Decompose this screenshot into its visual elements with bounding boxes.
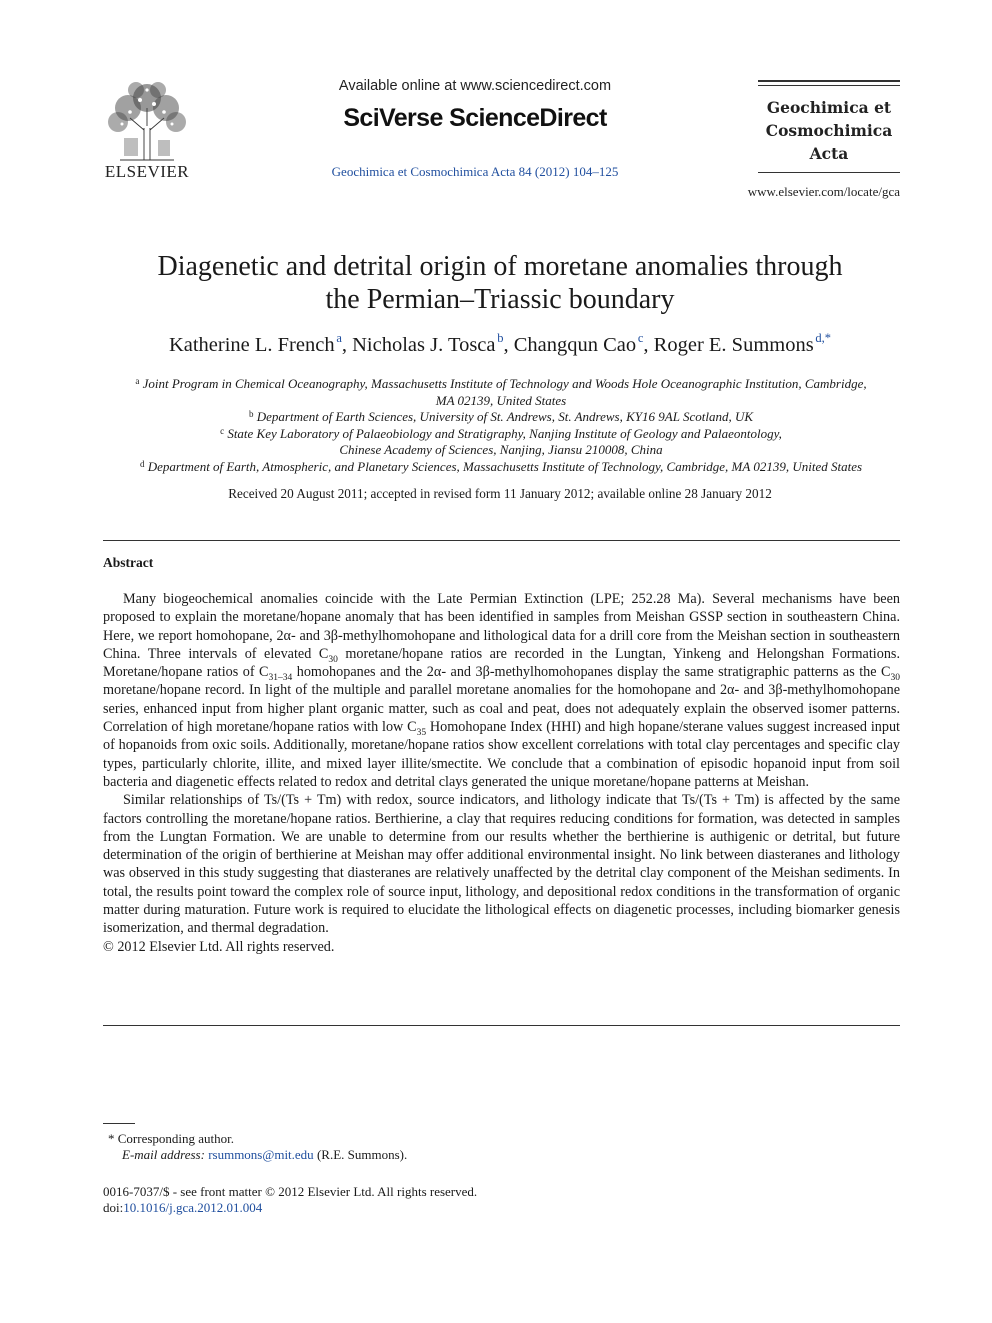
journal-reference-link[interactable]: Geochimica et Cosmochimica Acta 84 (2012) 104–125 (331, 164, 619, 179)
abstract-rule-bottom (103, 1025, 900, 1026)
subscript: 30 (328, 654, 338, 665)
abstract-text: moretane/hopane ratios are recorded in the Lungtan, Yinkeng and Helongshan Formations. Moretane/hopane ratios of C (103, 645, 900, 681)
abstract-text: moretane/hopane record. In light of the multiple and parallel moretane anomalies for the homohopane and 2α- and 3β-methylhomohopane series, enhanced input from higher plant organic matter, such as coal and peat, does not adequately explain the observed isomer patterns. Correlation of high moretane/hopane ratios with low C (103, 682, 900, 736)
journal-title-line: Acta (809, 144, 849, 163)
available-online-link[interactable]: Available online at www.sciencedirect.com (338, 78, 612, 94)
affiliation-text: Joint Program in Chemical Oceanography, Massachusetts Institute of Technology and Woods Hole Oceanographic Institution, Cambridge, (142, 376, 867, 391)
journal-url-link[interactable]: www.elsevier.com/locate/gca (747, 184, 900, 199)
author-name: Changqun Cao (513, 334, 637, 356)
doi-line (103, 1200, 262, 1216)
elsevier-wordmark: ELSEVIER (104, 162, 190, 181)
abstract-paragraph-1 (103, 590, 900, 791)
affiliation-text-continued: MA 02139, United States (435, 392, 567, 408)
journal-title-line: Cosmochimica (765, 121, 893, 140)
email-label: E-mail address: (122, 1147, 205, 1162)
article-title-line: Diagenetic and detrital origin of moretane anomalies through (157, 251, 843, 282)
author-name: Katherine L. French (168, 334, 335, 356)
abstract-paragraph-2: Similar relationships of Ts/(Ts + Tm) with redox, source indicators, and lithology indicate that Ts/(Ts + Tm) is affected by the same factors controlling the moretane/hopane ratios. Berthierine, a clay that requires reducing conditions for formation, was detected in samples from the Lungtan Formation. We are unable to determine from our results whether the berthierine is authigenic or detrital, but future determination of the origin of berthierine at Meishan may offer additional environmental insight. No link between diasteranes and lithology was observed in this study suggesting that diasteranes are relatively unaffected by the detrital clay component of the Meishan sediments. In total, the results point toward the complex role of source input, lithology, and depositional redox conditions in the transformation of organic matter during maturation. Future work is required to elucidate the lithological effects on diagenetic processes, including biomarker genesis isomerization, and thermal degradation. (103, 792, 900, 937)
subscript: 31–34 (268, 673, 293, 684)
abstract-text: Homohopane Index (HHI) and high hopane/sterane values suggest increased input of hopanoids from oxic soils. Additionally, moretane/hopane ratios show excellent correlations with total clay percentages and specific clay types, particularly chlorite, illite, and mixed layer illite/smectite. We conclude that a combination of episodic hopanoid input from soil bacteria and diagenetic effects related to redox and detrital clays generated the unique moretane/hopane patterns at Meishan. (103, 719, 900, 790)
copyright-notice: © 2012 Elsevier Ltd. All rights reserved. (103, 938, 335, 955)
email-owner: (R.E. Summons). (313, 1147, 408, 1162)
journal-title-line: Geochimica et (766, 98, 892, 117)
affiliation-text: Department of Earth, Atmospheric, and Planetary Sciences, Massachusetts Institute of Technology, Cambridge, MA 02139, United States (147, 458, 863, 474)
abstract-body (103, 590, 900, 956)
affiliation-mark: c (220, 425, 225, 436)
subscript: 30 (890, 673, 900, 684)
author-affiliation-link[interactable]: b (497, 331, 504, 345)
affiliation-a (96, 376, 906, 393)
affiliation-text: State Key Laboratory of Palaeobiology and Stratigraphy, Nanjing Institute of Geology and Palaeontology, (227, 425, 782, 441)
affiliations (96, 376, 906, 476)
elsevier-logo (100, 78, 194, 184)
affiliation-text: Department of Earth Sciences, University of St. Andrews, St. Andrews, KY16 9AL Scotland, UK (256, 409, 754, 425)
article-title-line: the Permian–Triassic boundary (325, 284, 675, 315)
journal-title (752, 96, 906, 165)
abstract-rule-top (103, 540, 900, 541)
abstract-text: homohopanes and the 2α- and 3β-methylhomohopanes display the same stratigraphic patterns as the C (292, 664, 891, 681)
doi-label: doi: (103, 1200, 124, 1215)
journal-title-rule-top-thin (758, 85, 900, 86)
author-name: Nicholas J. Tosca (352, 334, 496, 356)
affiliation-mark: b (248, 409, 254, 420)
footnote-rule (103, 1123, 135, 1124)
author-affiliation-link[interactable]: a (336, 331, 342, 345)
journal-title-rule-top (758, 80, 900, 82)
affiliation-d (96, 459, 906, 476)
affiliation-c (96, 426, 906, 443)
issn-line: 0016-7037/$ - see front matter © 2012 Elsevier Ltd. All rights reserved. (103, 1184, 478, 1199)
abstract-text: Many biogeochemical anomalies coincide with the Late Permian Extinction (LPE; 252.28 Ma). Several mechanisms have been proposed to explain the moretane/hopane anomaly that has been identified in samples from Meishan GSSP section in southeastern China. Here, we report homohopane, 2α- and 3β-methylhomohopane and lithological data for a drill core from the Meishan section in southeastern China. Three intervals of elevated C (103, 591, 900, 662)
elsevier-tree-icon (100, 78, 194, 162)
author-affiliation-link[interactable]: d,* (815, 331, 832, 345)
article-title (100, 250, 900, 316)
affiliation-text-continued: Chinese Academy of Sciences, Nanjing, Jiansu 210008, China (339, 442, 663, 458)
affiliation-b (96, 409, 906, 426)
email-footnote (122, 1147, 407, 1163)
email-link[interactable]: rsummons@mit.edu (208, 1147, 314, 1162)
corresponding-author-note: * Corresponding author. (108, 1131, 235, 1146)
received-dates: Received 20 August 2011; accepted in revised form 11 January 2012; available online 28 January 2012 (228, 486, 772, 501)
author-list: Katherine L. French $^a$, Nicholas J. Tosca $^b$, Changqun Cao $^c$, Roger E. Summons $^{d,*}$ (168, 331, 832, 356)
journal-title-rule-bottom (758, 172, 900, 173)
doi-link[interactable]: 10.1016/j.gca.2012.01.004 (123, 1200, 263, 1215)
abstract-heading: Abstract (103, 555, 154, 570)
author-affiliation-link[interactable]: c (637, 331, 644, 345)
sciverse-brand: SciVerse ScienceDirect (343, 104, 607, 132)
affiliation-mark: a (135, 376, 140, 386)
affiliation-mark: d (139, 458, 145, 469)
subscript: 35 (416, 727, 427, 738)
author-name: Roger E. Summons (653, 334, 814, 356)
